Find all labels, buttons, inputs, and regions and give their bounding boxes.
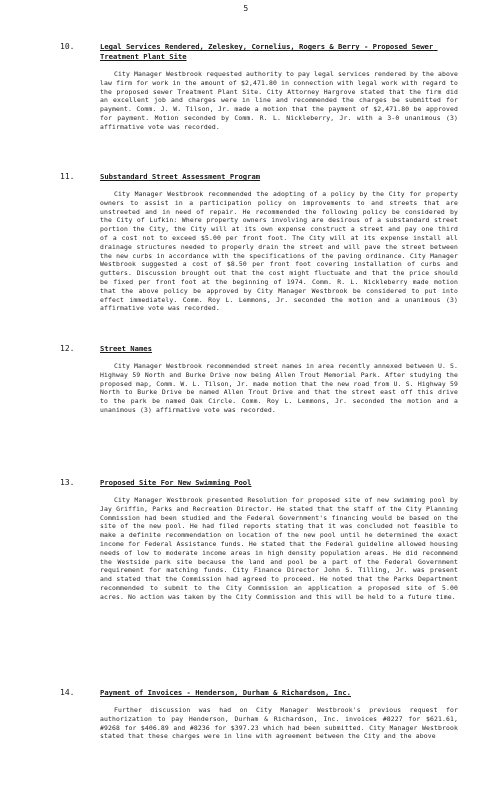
- section-body: City Manager Westbrook presented Resolution for proposed site of new swimming pool by Jay Griffin, Parks and Recreation Director. He stated that the staff of the City Planning Commission had been studied and the Federal Government's financing would be based on the site of the new pool. He had filed reports stating that it was concluded not feasible to make a definite recommendation on location of the new pool until he determined the exact income for Federal Assistance funds. He stated that the Federal guideline allowed housing needs of low to moderate income areas in high density population areas. He did recommend the Westside park site because the land and pool be a part of the Federal Government requirement for matching funds. City Finance Director John S. Tilling, Jr. was present and stated that the Commission had agreed to proceed. He noted that the Parks Department recommended to submit to the City Commission an application a proposed site of 5.00 acres. No action was taken by the City Commission and this will be held to a future time.: [100, 496, 458, 601]
- section-12: [60, 344, 460, 474]
- section-11: [60, 172, 460, 336]
- section-heading: Substandard Street Assessment Program: [100, 172, 261, 181]
- page-number: 5: [243, 4, 249, 13]
- section-body: Further discussion was had on City Manager Westbrook's previous request for authorization to pay Henderson, Durham & Richardson, Inc. invoices #8227 for $621.61, #9268 for $406.89 and #8236 for $397.23 which had been submitted. City Manager Westbrook stated that these charges were in line with agreement between the City and the above: [100, 706, 458, 741]
- section-heading: Proposed Site For New Swimming Pool: [100, 478, 252, 487]
- section-number: 14.: [60, 688, 75, 697]
- section-heading: Payment of Invoices - Henderson, Durham & Richardson, Inc.: [100, 688, 351, 697]
- section-14: [60, 688, 460, 788]
- section-body: City Manager Westbrook recommended the adopting of a policy by the City for property owners to assist in a participation policy on improvements to and streets that are unstreeted and in need of repair. He recommended the following policy be considered by the City of Lufkin: Where property owners involving are desirous of a substandard street portion the City, the City will at its own expense construct a street and pay one third of a cost not to exceed $5.00 per front foot. The City will at its expense install all drainage structures needed to properly drain the street and will pave the street between the new curbs in accordance with the specifications of the paving ordinance. City Manager Westbrook suggested a cost of $8.50 per front foot covering installation of curbs and gutters. Discussion brought out that the cost might fluctuate and that the price should be fixed per front foot at the beginning of 1974. Comm. R. L. Nickleberry made motion that the above policy be approved by City Manager Westbrook be considered to put into effect immediately. Comm. Roy L. Lemmons, Jr. seconded the motion and a unanimous (3) affirmative vote was recorded.: [100, 190, 458, 313]
- section-number: 13.: [60, 478, 75, 487]
- section-heading: Street Names: [100, 344, 152, 353]
- section-number: 12.: [60, 344, 75, 353]
- section-number: 10.: [60, 42, 75, 51]
- section-body: City Manager Westbrook requested authority to pay legal services rendered by the above law firm for work in the amount of $2,471.80 in connection with legal work with regard to the proposed sewer Treatment Plant Site. City Attorney Hargrove stated that the firm did an excellent job and charges were in line and recommended the charges be submitted for payment. Comm. J. W. Tilson, Jr. made a motion that the payment of $2,471.80 be approved for payment. Motion seconded by Comm. R. L. Nickleberry, Jr. with a 3-0 unanimous (3) affirmative vote was recorded.: [100, 70, 458, 131]
- section-number: 11.: [60, 172, 75, 181]
- section-heading: Legal Services Rendered, Zeleskey, Cornelius, Rogers & Berry - Proposed Sewer Treatment Plant Site: [100, 42, 438, 61]
- section-13: [60, 478, 460, 668]
- section-10: [60, 42, 460, 182]
- section-body: City Manager Westbrook recommended street names in area recently annexed between U. S. Highway 59 North and Burke Drive now being Allen Trout Memorial Park. After studying the proposed map, Comm. W. L. Tilson, Jr. made motion that the new road from U. S. Highway 59 North to Burke Drive be named Allen Trout Drive and that the street east off this drive to the park be named Oak Circle. Comm. Roy L. Lemmons, Jr. seconded the motion and a unanimous (3) affirmative vote was recorded.: [100, 362, 458, 414]
